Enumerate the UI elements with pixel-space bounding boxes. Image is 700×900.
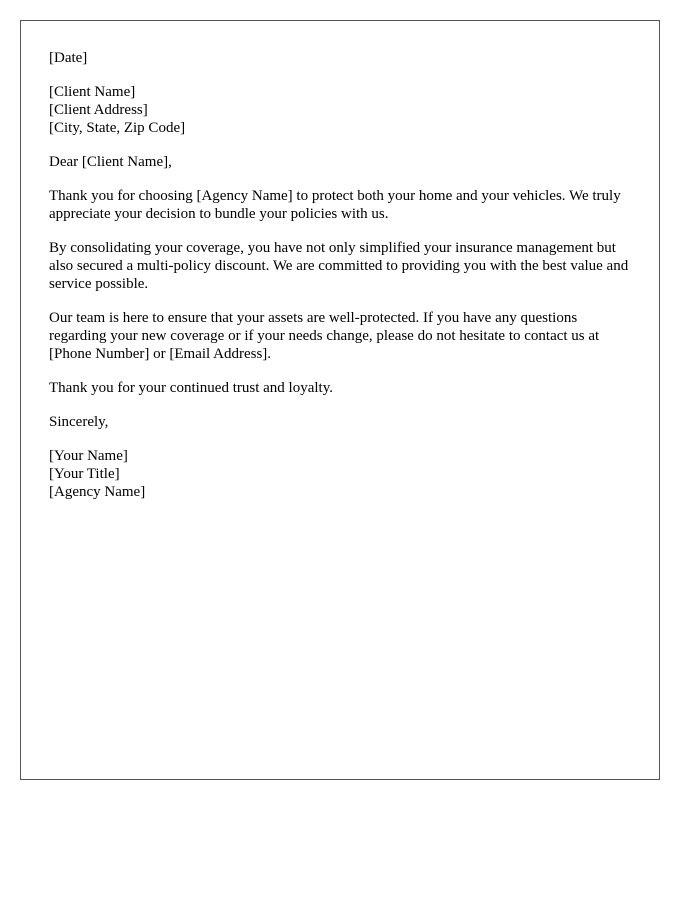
paragraph-text: By consolidating your coverage, you have not only simplified your insurance management but also secured a multi-policy discount. We are committed to providing you with the best value and service possible. — [49, 240, 629, 292]
letter-date: [Date] — [49, 50, 88, 66]
body-paragraph-4 — [49, 379, 631, 397]
salutation: Dear [Client Name], — [49, 154, 172, 170]
body-paragraph-3 — [49, 309, 631, 363]
body-paragraph-2 — [49, 239, 631, 293]
date-block — [49, 49, 631, 67]
recipient-address: [Client Address] — [49, 102, 148, 118]
signature-block — [49, 447, 631, 501]
paragraph-text: Thank you for choosing [Agency Name] to protect both your home and your vehicles. We truly appreciate your decision to bundle your policies with us. — [49, 188, 621, 222]
closing-block — [49, 413, 631, 431]
salutation-block — [49, 153, 631, 171]
signature-name: [Your Name] — [49, 448, 128, 464]
signature-agency: [Agency Name] — [49, 484, 146, 500]
paragraph-text: Our team is here to ensure that your assets are well-protected. If you have any questions regarding your new coverage or if your needs change, please do not hesitate to contact us at [Phone Number] or [Email Address]. — [49, 310, 600, 362]
body-paragraph-1 — [49, 187, 631, 223]
letter-page — [20, 20, 660, 780]
signature-title: [Your Title] — [49, 466, 120, 482]
recipient-name: [Client Name] — [49, 84, 136, 100]
closing: Sincerely, — [49, 414, 109, 430]
recipient-address-block — [49, 83, 631, 137]
recipient-city-state-zip: [City, State, Zip Code] — [49, 120, 186, 136]
paragraph-text: Thank you for your continued trust and loyalty. — [49, 380, 333, 396]
